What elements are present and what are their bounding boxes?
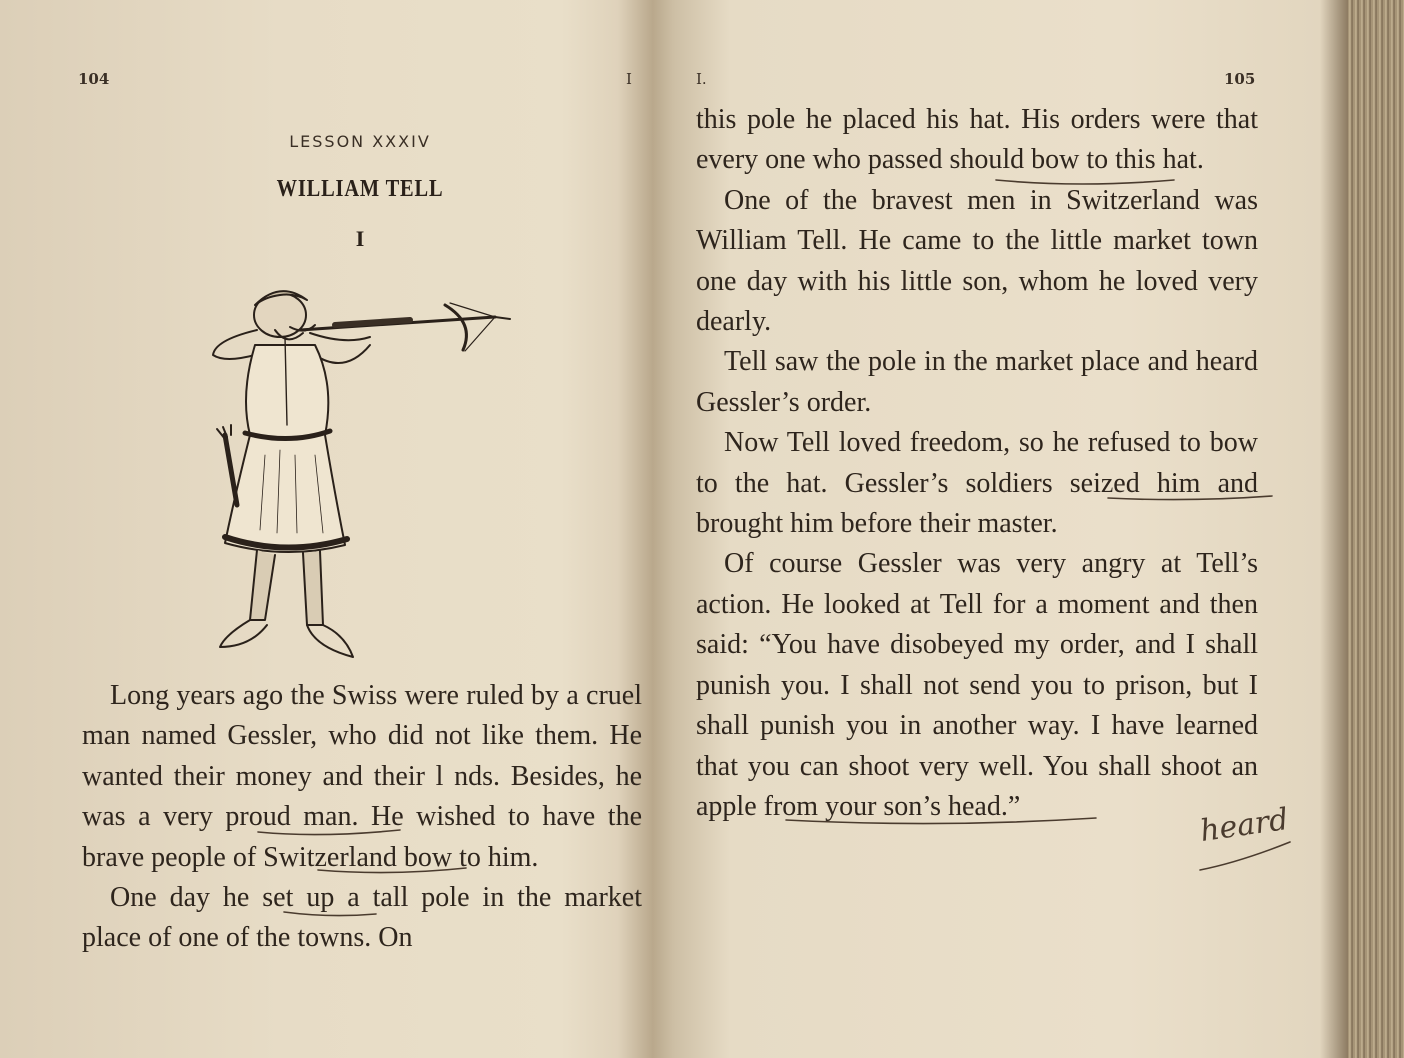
page-number-right: 105 — [1224, 70, 1256, 88]
page-number-left: 104 — [78, 70, 110, 88]
page-edges — [1348, 0, 1404, 1058]
paragraph: this pole he placed his hat. His orders were that every one who passed should bow to this hat. — [696, 104, 1258, 176]
paragraph: Of course Gessler was very angry at Tell’s action. He looked at Tell for a moment and then said: “You have disobeyed my order, and I shall punish you. I shall not send you to prison, but I shall punish you in another way. I have learned that you can shoot very well. You shall shoot an apple from your son’s head.” — [696, 548, 1258, 822]
paragraph: Tell saw the pole in the market place and heard Gessler’s order. — [696, 346, 1258, 418]
left-page — [0, 0, 660, 1058]
right-body-text — [696, 100, 1258, 827]
paragraph: Long years ago the Swiss were ruled by a cruel man named Gessler, who did not like them. He wanted their money and their l nds. Besides, he was a very proud man. He wished to have the brave people of Switzerland bow to him. — [82, 680, 642, 873]
left-body-text — [82, 676, 642, 959]
paragraph: One day he set up a tall pole in the market place of one of the towns. On — [82, 882, 642, 954]
running-mark-right: I. — [696, 70, 707, 88]
paragraph: Now Tell loved freedom, so he refused to bow to the hat. Gessler’s soldiers seized him and brought him before their master. — [696, 427, 1258, 540]
part-number: I — [355, 226, 365, 251]
chapter-title: WILLIAM TELL — [276, 176, 444, 202]
paragraph: One of the bravest men in Switzerland was William Tell. He came to the little market town one day with his little son, whom he loved very dearly. — [696, 184, 1258, 338]
lesson-heading: LESSON XXXIV — [289, 132, 431, 151]
right-page — [668, 0, 1348, 1058]
running-mark-left: I — [626, 70, 632, 88]
archer-illustration — [195, 275, 525, 670]
handwritten-note: heard — [1197, 802, 1291, 849]
